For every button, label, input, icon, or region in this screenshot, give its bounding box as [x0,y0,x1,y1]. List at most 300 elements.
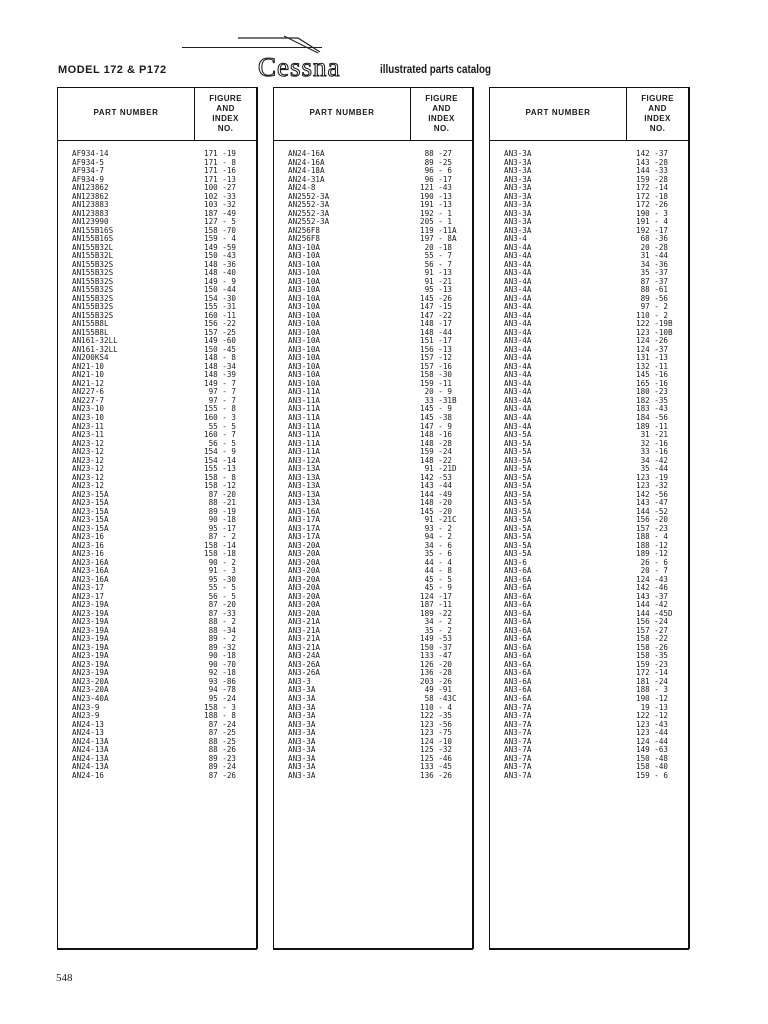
part-number-cell: AN3-3A [288,702,316,712]
part-number-cell: AN3-4A [504,344,532,354]
part-number-cell: AN3-20A [288,574,321,584]
figure-index-cell: 150 -44 [204,285,237,295]
part-number-cell: AN3-4A [504,370,532,380]
part-number-cell: AN24-31A [288,174,325,184]
figure-index-cell: 87 -20 [204,489,237,499]
part-number-cell: AN3-6A [504,668,532,678]
figure-index-cell: 148 -17 [420,319,453,329]
figure-index-cell: 148 -44 [420,327,453,337]
figure-heading-line: FIGURE [425,94,458,103]
part-number-cell: AN155B32S [72,276,114,286]
figure-index-cell: 110 - 2 [636,310,669,320]
figure-index-cell: 157 -16 [420,361,453,371]
part-number-cell: AN3-10A [288,344,321,354]
parts-column-1 [57,87,257,949]
part-number-cell: AN24-13A [72,745,109,755]
figure-index-cell: 203 -26 [420,676,453,686]
figure-index-cell: 171 - 8 [204,157,237,167]
part-number-heading: PART NUMBER [93,108,159,117]
figure-index-cell: 158 -70 [204,225,237,235]
part-number-cell: AN23-17 [72,591,105,601]
part-number-cell: AN3-6A [504,625,532,635]
figure-index-cell: 125 -46 [420,753,453,763]
part-number-cell: AN3-4A [504,293,532,303]
part-number-cell: AN23-10 [72,412,105,422]
part-number-cell: AN3-6A [504,583,532,593]
parts-column-3 [489,87,689,949]
part-number-cell: AN3-4A [504,310,532,320]
part-number-cell: AN3-6A [504,566,532,576]
part-number-cell: AN227-7 [72,395,105,405]
figure-index-cell: 91 -21D [420,464,457,474]
part-number-cell: AN3-7A [504,762,532,772]
figure-index-cell: 149 -59 [204,242,237,252]
figure-index-cell: 35 -37 [636,268,669,278]
figure-index-cell: 192 - 1 [420,208,453,218]
part-number-cell: AN3-21A [288,625,321,635]
part-number-cell: AN123990 [72,217,109,227]
figure-index-cell: 123 -75 [420,728,453,738]
figure-index-cell: 147 -22 [420,310,453,320]
figure-index-cell: 19 -13 [636,702,669,712]
figure-index-cell: 110 - 4 [420,702,453,712]
part-number-cell: AN3-17A [288,532,321,542]
figure-index-cell: 150 -37 [420,642,453,652]
figure-index-cell: 156 -20 [636,515,669,525]
figure-index-cell: 155 -13 [204,464,237,474]
figure-index-cell: 150 -45 [204,344,237,354]
part-number-cell: AN3-20A [288,583,321,593]
figure-index-cell: 55 - 7 [420,251,453,261]
figure-index-cell: 147 -15 [420,302,453,312]
figure-index-cell: 145 -38 [420,412,453,422]
part-number-cell: AN3-4 [504,234,527,244]
part-number-cell: AN3-3A [288,762,316,772]
figure-index-cell: 160 - 3 [204,412,237,422]
figure-index-cell: 56 - 5 [204,591,237,601]
part-number-cell: AN23-11 [72,430,105,440]
part-number-cell: AN155B8L [72,327,109,337]
part-number-cell: AN3-4A [504,327,532,337]
part-number-cell: AN3-3A [288,694,316,703]
part-number-cell: AN3-3A [504,166,532,176]
figure-index-cell: 155 - 8 [204,404,237,414]
part-number-cell: AN23-11 [72,421,105,431]
figure-index-cell: 123 -32 [636,481,669,491]
part-number-cell: AN3-13A [288,498,321,508]
part-number-cell: AN23-20A [72,676,109,686]
part-number-cell: AN3-4A [504,268,532,278]
part-number-cell: AN23-40A [72,694,109,703]
figure-index-cell: 124 -10 [420,736,453,746]
part-number-cell: AN123883 [72,208,109,218]
figure-index-cell: 158 -22 [636,634,669,644]
figure-index-cell: 156 -24 [636,617,669,627]
figure-index-cell: 157 -27 [636,625,669,635]
figure-index-cell: 123 -43 [636,719,669,729]
figure-index-cell: 144 -49 [420,489,453,499]
part-number-cell: AN155B32S [72,293,114,303]
part-number-cell: AN3-3A [504,191,532,201]
figure-index-cell: 159 -28 [636,174,669,184]
part-number-cell: AN3-6A [504,608,532,618]
figure-index-cell: 124 -17 [420,591,453,601]
figure-index-cell: 188 -12 [636,540,669,550]
figure-heading-line: NO. [649,124,666,133]
figure-index-cell: 125 -32 [420,745,453,755]
figure-index-cell: 184 -56 [636,412,669,422]
figure-index-cell: 90 - 2 [204,557,237,567]
part-number-cell: AN3-3A [504,217,532,227]
figure-index-cell: 149 -53 [420,634,453,644]
figure-index-cell: 158 -30 [420,370,453,380]
part-number-cell: AN3-3A [504,208,532,218]
part-number-cell: AN155B32L [72,251,114,261]
figure-index-cell: 148 -28 [420,438,453,448]
figure-index-cell: 197 - 8A [420,234,457,244]
part-number-cell: AN3-7A [504,736,532,746]
part-number-heading: PART NUMBER [525,108,591,117]
figure-index-cell: 31 -44 [636,251,669,261]
figure-index-cell: 34 -36 [636,259,669,269]
part-number-cell: AN3-4A [504,395,532,405]
part-number-cell: AN23-19A [72,668,109,678]
part-number-cell: AN3-20A [288,566,321,576]
figure-index-cell: 151 -17 [420,336,453,346]
part-number-cell: AN24-13 [72,719,105,729]
figure-index-cell: 142 -46 [636,583,669,593]
figure-heading-line: INDEX [428,114,455,123]
figure-index-cell: 45 - 9 [420,583,453,593]
figure-index-cell: 157 -12 [420,353,453,363]
cessna-logo [182,28,382,86]
figure-index-cell: 144 -33 [636,166,669,176]
part-number-cell: AN155B16S [72,225,114,235]
figure-index-cell: 90 -18 [204,515,237,525]
part-number-cell: AN3-5A [504,515,532,525]
figure-index-cell: 133 -45 [420,762,453,772]
figure-index-cell: 58 -43C [420,694,457,703]
part-number-cell: AN23-19A [72,642,109,652]
part-number-cell: AN3-24A [288,651,321,661]
part-number-cell: AF934-9 [72,174,105,184]
part-number-cell: AN3-10A [288,319,321,329]
part-number-cell: AN21-10 [72,370,105,380]
figure-index-cell: 143 -44 [420,481,453,491]
figure-index-cell: 91 - 3 [204,566,237,576]
figure-index-cell: 123 -56 [420,719,453,729]
part-number-cell: AN155B16S [72,234,114,244]
part-number-cell: AN24-16A [288,149,325,158]
figure-index-cell: 95 -17 [204,523,237,533]
part-number-cell: AN3-3A [288,753,316,763]
figure-index-cell: 148 -36 [204,259,237,269]
figure-index-cell: 145 - 9 [420,404,453,414]
part-number-cell: AN2552-3A [288,200,330,210]
figure-index-cell: 160 - 7 [204,430,237,440]
part-number-cell: AN23-19A [72,651,109,661]
part-number-cell: AN23-12 [72,455,105,465]
figure-heading-line: AND [216,104,235,113]
figure-heading-line: AND [432,104,451,113]
figure-index-heading [626,88,688,140]
figure-index-cell: 172 -26 [636,200,669,210]
figure-index-cell: 143 -47 [636,498,669,508]
part-number-cell: AN3-10A [288,361,321,371]
part-number-cell: AN23-19A [72,608,109,618]
part-number-cell: AN3-7A [504,719,532,729]
part-number-cell: AN3-10A [288,242,321,252]
figure-index-cell: 144 -42 [636,600,669,610]
figure-index-cell: 122 -35 [420,711,453,721]
part-number-cell: AN23-15A [72,489,109,499]
figure-index-cell: 154 - 9 [204,447,237,457]
figure-index-cell: 89 -19 [204,506,237,516]
part-number-cell: AN3-7A [504,753,532,763]
part-number-cell: AN3-5A [504,549,532,559]
part-number-cell: AN3-4A [504,336,532,346]
figure-index-cell: 189 -11 [636,421,669,431]
figure-index-cell: 123 -44 [636,728,669,738]
figure-index-cell: 157 -23 [636,523,669,533]
figure-index-cell: 35 -44 [636,464,669,474]
figure-index-cell: 89 - 2 [204,634,237,644]
part-number-cell: AN23-16 [72,549,105,559]
part-number-cell: AN3-11A [288,447,321,457]
figure-index-cell: 20 -18 [420,242,453,252]
figure-index-cell: 142 -56 [636,489,669,499]
part-number-cell: AN3-13A [288,464,321,474]
figure-index-cell: 87 -24 [204,719,237,729]
figure-index-cell: 35 - 2 [420,625,453,635]
part-number-cell: AN3-20A [288,549,321,559]
figure-index-cell: 192 -17 [636,225,669,235]
figure-index-cell: 56 - 7 [420,259,453,269]
part-number-cell: AN24-16 [72,770,105,780]
figure-index-cell: 103 -32 [204,200,237,210]
parts-rows [58,150,256,780]
figure-index-cell: 143 -28 [636,157,669,167]
figure-index-cell: 172 -14 [636,668,669,678]
part-number-cell: AN23-10 [72,404,105,414]
part-number-cell: AN23-12 [72,464,105,474]
brand-wordmark: Cessna [258,52,341,82]
figure-index-cell: 97 - 7 [204,395,237,405]
figure-index-cell: 165 -16 [636,378,669,388]
part-number-cell: AN3-5A [504,532,532,542]
part-number-cell: AN3-11A [288,430,321,440]
figure-index-cell: 148 -22 [420,455,453,465]
part-number-cell: AN3-6A [504,600,532,610]
part-number-cell: AN3-10A [288,336,321,346]
part-number-cell: AN3-3A [504,174,532,184]
part-number-cell: AN3-4A [504,319,532,329]
part-number-cell: AN21-10 [72,361,105,371]
part-number-cell: AN3-5A [504,540,532,550]
part-number-cell: AN3-6 [504,557,527,567]
figure-index-cell: 87 - 2 [204,532,237,542]
figure-index-cell: 148 -39 [204,370,237,380]
figure-index-cell: 148 -34 [204,361,237,371]
part-number-cell: AN3-11A [288,412,321,422]
figure-index-cell: 31 -21 [636,430,669,440]
figure-index-cell: 133 -47 [420,651,453,661]
part-number-cell: AN24-13A [72,762,109,772]
part-number-cell: AN24-13A [72,753,109,763]
figure-index-cell: 145 -26 [420,293,453,303]
part-number-cell: AN3-4A [504,285,532,295]
part-number-cell: AN3-4A [504,259,532,269]
part-number-cell: AN3-20A [288,557,321,567]
figure-index-cell: 158 - 8 [204,472,237,482]
figure-index-cell: 190 -12 [636,694,669,703]
figure-index-cell: 44 - 8 [420,566,453,576]
figure-index-cell: 142 -37 [636,149,669,158]
parts-column-2 [273,87,473,949]
part-number-cell: AN200KS4 [72,353,109,363]
figure-index-cell: 87 -33 [204,608,237,618]
figure-index-cell: 189 -22 [420,608,453,618]
figure-index-cell: 100 -27 [204,183,237,193]
figure-index-cell: 33 -16 [636,447,669,457]
figure-index-cell: 188 - 8 [204,711,237,721]
figure-index-cell: 87 -20 [204,600,237,610]
figure-index-cell: 159 -23 [636,659,669,669]
part-number-cell: AF934-7 [72,166,105,176]
figure-index-cell: 88 -61 [636,285,669,295]
figure-index-cell: 89 -24 [204,762,237,772]
part-number-cell: AN3-3A [288,728,316,738]
figure-index-cell: 183 -43 [636,404,669,414]
figure-index-cell: 188 - 4 [636,532,669,542]
figure-index-cell: 158 -14 [204,540,237,550]
figure-heading-line: FIGURE [641,94,674,103]
part-number-cell: AN155B32S [72,268,114,278]
figure-index-cell: 160 -11 [204,310,237,320]
part-number-cell: AN23-17 [72,583,105,593]
part-number-cell: AN3-3A [288,711,316,721]
figure-index-cell: 55 - 5 [204,583,237,593]
part-number-cell: AN3-5A [504,464,532,474]
figure-index-cell: 155 -31 [204,302,237,312]
figure-index-cell: 88 -25 [204,736,237,746]
part-number-cell: AN3-3A [288,736,316,746]
part-number-cell: AN3-10A [288,293,321,303]
table-row [274,772,472,781]
figure-index-cell: 187 -49 [204,208,237,218]
figure-index-cell: 154 -30 [204,293,237,303]
figure-index-cell: 191 - 4 [636,217,669,227]
figure-index-cell: 88 -27 [420,149,453,158]
figure-index-cell: 157 -25 [204,327,237,337]
part-number-cell: AN123862 [72,191,109,201]
part-number-cell: AN23-19A [72,634,109,644]
part-number-cell: AN3-3A [504,157,532,167]
part-number-cell: AN3-6A [504,642,532,652]
figure-index-cell: 154 -14 [204,455,237,465]
figure-index-cell: 34 - 2 [420,617,453,627]
figure-index-cell: 148 -20 [420,498,453,508]
part-number-cell: AN3-26A [288,659,321,669]
figure-index-cell: 159 - 6 [636,770,669,780]
part-number-cell: AN23-9 [72,711,100,721]
figure-index-cell: 122 -12 [636,711,669,721]
part-number-cell: AN23-16A [72,566,109,576]
part-number-cell: AN3-13A [288,481,321,491]
figure-index-cell: 97 - 2 [636,302,669,312]
figure-index-cell: 181 -24 [636,676,669,686]
part-number-cell: AN3-21A [288,642,321,652]
part-number-cell: AN3-3 [288,676,311,686]
figure-index-cell: 94 - 2 [420,532,453,542]
figure-index-cell: 189 -12 [636,549,669,559]
part-number-cell: AN3-10A [288,302,321,312]
part-number-cell: AN3-10A [288,276,321,286]
part-number-cell: AN3-10A [288,310,321,320]
figure-index-heading [410,88,472,140]
part-number-cell: AN3-11A [288,421,321,431]
part-number-cell: AN161-32LL [72,344,118,354]
figure-index-cell: 171 -19 [204,149,237,158]
part-number-cell: AN256F8 [288,225,321,235]
part-number-cell: AN23-19A [72,625,109,635]
part-number-cell: AN3-3A [288,685,316,695]
figure-index-cell: 89 -23 [204,753,237,763]
part-number-cell: AN3-6A [504,617,532,627]
part-number-cell: AN3-11A [288,395,321,405]
figure-index-cell: 91 -21C [420,515,457,525]
figure-index-cell: 144 -52 [636,506,669,516]
figure-index-cell: 121 -43 [420,183,453,193]
figure-index-cell: 34 - 6 [420,540,453,550]
part-number-cell: AN3-3A [504,225,532,235]
part-number-cell: AN3-3A [504,183,532,193]
part-number-cell: AN3-17A [288,515,321,525]
part-number-cell: AN3-6A [504,634,532,644]
parts-rows [274,150,472,780]
part-number-cell: AN3-10A [288,370,321,380]
part-number-cell: AN3-4A [504,412,532,422]
figure-index-cell: 159 -11 [420,378,453,388]
figure-index-cell: 148 -16 [420,430,453,440]
model-label: MODEL 172 & P172 [58,64,167,76]
part-number-cell: AN24-13A [72,736,109,746]
figure-index-cell: 88 -21 [204,498,237,508]
part-number-cell: AN3-13A [288,472,321,482]
figure-index-cell: 93 -86 [204,676,237,686]
part-number-cell: AN3-20A [288,608,321,618]
part-number-cell: AN23-15A [72,498,109,508]
figure-index-cell: 123 -19 [636,472,669,482]
part-number-cell: AN155B32L [72,242,114,252]
parts-rows [490,150,688,780]
figure-index-cell: 182 -35 [636,395,669,405]
figure-index-cell: 148 -40 [204,268,237,278]
figure-index-heading [194,88,256,140]
part-number-cell: AN2552-3A [288,208,330,218]
part-number-cell: AN23-12 [72,481,105,491]
part-number-cell: AN155B32S [72,310,114,320]
figure-index-cell: 20 - 7 [636,566,669,576]
figure-heading-line: INDEX [644,114,671,123]
figure-index-cell: 159 - 4 [204,234,237,244]
part-number-cell: AN3-5A [504,438,532,448]
figure-index-cell: 20 -28 [636,242,669,252]
figure-index-cell: 145 -20 [420,506,453,516]
part-number-cell: AN24-16A [288,157,325,167]
figure-index-cell: 97 - 7 [204,387,237,397]
figure-index-cell: 190 - 3 [636,208,669,218]
